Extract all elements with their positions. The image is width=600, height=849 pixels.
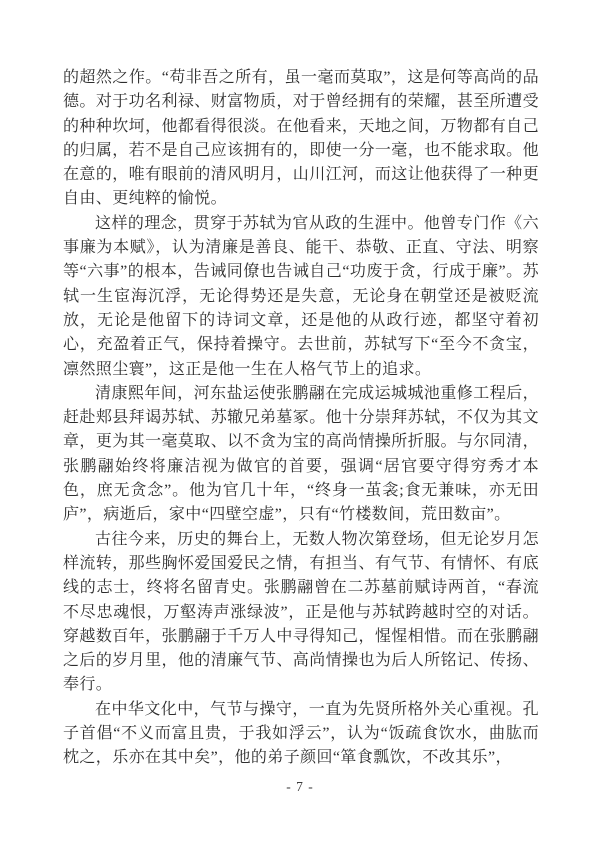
paragraph-continuation: 的超然之作。“苟非吾之所有，虽一毫而莫取”，这是何等高尚的品德。对于功名利禄、财富物质，对于曾经拥有的荣耀，甚至所遭受的种种坎坷，他都看得很淡。在他看来，天地之间，万物都有自己的归属，若不是自己应该拥有的，即使一分一毫，也不能求取。他在意的，唯有眼前的清风明月，山川江河，而这让他获得了一种更自由、更纯粹的愉悦。 bbox=[63, 69, 539, 208]
page-body-text bbox=[63, 66, 539, 771]
page-number: - 7 - bbox=[286, 779, 314, 794]
paragraph: 清康熙年间，河东盐运使张鹏翮在完成运城城池重修工程后，赶赴郏县拜谒苏轼、苏辙兄弟墓冢。他十分崇拜苏轼，不仅为其文章，更为其一毫莫取、以不贪为宝的高尚情操所折服。与尔同清，张鹏翮始终将廉洁视为做官的首要，强调“居官要守得穷秀才本色，庶无贪念”。他为官几十年，“终身一茧衾;食无兼味，亦无田庐”，病逝后，家中“四壁空虚”，只有“竹楼数间，荒田数亩”。 bbox=[63, 384, 539, 524]
paragraph: 在中华文化中，气节与操守，一直为先贤所格外关心重视。孔子首倡“不义而富且贵，于我如浮云”，认为“饭疏食饮水，曲肱而枕之，乐亦在其中矣”，他的弟子颜回“箪食瓢饮，不改其乐”， bbox=[63, 700, 539, 767]
paragraph: 古往今来，历史的舞台上，无数人物次第登场，但无论岁月怎样流转，那些胸怀爱国爱民之情，有担当、有气节、有情怀、有底线的志士，终将名留青史。张鹏翮曾在二苏墓前赋诗两首，“春流不尽忠魂恨，万壑涛声涨绿波”，正是他与苏轼跨越时空的对话。穿越数百年，张鹏翮于千万人中寻得知己，惺惺相惜。而在张鹏翮之后的岁月里，他的清廉气节、高尚情操也为后人所铭记、传扬、奉行。 bbox=[63, 530, 539, 694]
paragraph: 这样的理念，贯穿于苏轼为官从政的生涯中。他曾专门作《六事廉为本赋》，认为清廉是善良、能干、恭敬、正直、守法、明察等“六事”的根本，告诫同僚也告诫自己“功废于贪，行成于廉”。苏轼一生宦海沉浮，无论得势还是失意，无论身在朝堂还是被贬流放，无论是他留下的诗词文章，还是他的从政行迹，都坚守着初心，充盈着正气，保持着操守。去世前，苏轼写下“至今不贪宝，凛然照尘寰”，这正是他一生在人格气节上的追求。 bbox=[63, 214, 539, 378]
